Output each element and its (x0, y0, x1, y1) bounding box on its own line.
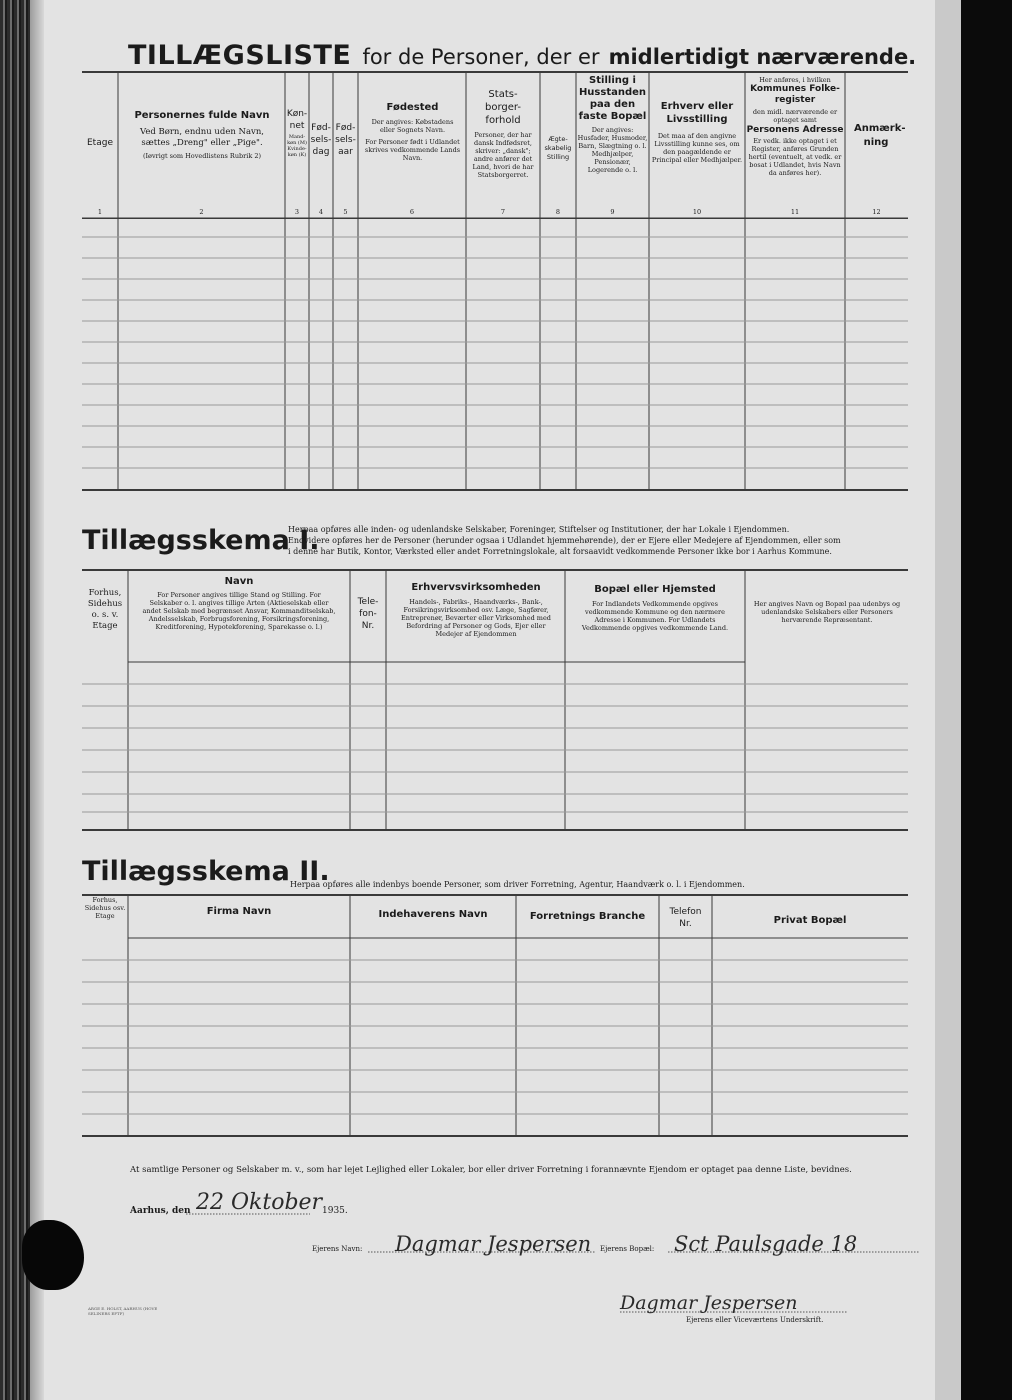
s1-col-erhverv (388, 582, 564, 638)
t1-col-folkeregister-sub: Er vedk. ikke optaget i et Register, anføres Grunden hertil (eventuelt, at vedk. er bosat i Udlandet, hvis Navn da anføres her). (748, 137, 842, 177)
t1-col-fodselsaar: Fød-sels-aar (335, 123, 356, 157)
s2-col-indehaver: Indehaverens Navn (378, 909, 488, 920)
t1-col-kon (285, 108, 309, 158)
t1-colnum-8: 8 (555, 208, 561, 216)
t1-col-fodested-sub2: For Personer født i Udlandet skrives vedkommende Lands Navn. (364, 138, 461, 162)
s1-title: Tillægsskema I. (82, 525, 320, 556)
footer-year: 1935. (322, 1206, 348, 1216)
footer-address-handwritten: Sct Paulsgade 18 (674, 1232, 858, 1256)
t1-col-erhverv-head: Erhverv eller Livsstilling (660, 101, 734, 125)
footer-date-handwritten: 22 Oktober (196, 1190, 323, 1215)
main-title-end: midlertidigt nærværende. (608, 45, 917, 69)
footer-owner-handwritten: Dagmar Jespersen (395, 1232, 592, 1256)
footer-place: Aarhus, den (130, 1206, 191, 1216)
s1-intro-line1: Herpaa opføres alle inden- og udenlandske Selskaber, Foreninger, Stiftelser og Institutioner, der har Lokale i Ejendommen. (288, 525, 790, 534)
t1-col-statsborger-head: Stats-borger-forhold (485, 89, 521, 126)
t1-col-folkeregister (746, 76, 844, 177)
t1-col-name-sub: Ved Børn, endnu uden Navn, sættes „Dreng" eller „Pige". (139, 127, 265, 148)
t1-col-folkeregister-head2: Personens Adresse (746, 125, 844, 135)
t1-col-stilling (577, 75, 648, 174)
s2-col-telefon: Telefon Nr. (669, 907, 702, 929)
footer-printer-mark: ARGE E. HOLST, AARHUS (HOVE SELINERS EFTF) (88, 1306, 158, 1316)
t1-col-folkeregister-mid: den midl. nærværende er optaget samt (752, 108, 838, 124)
main-title-mid: for de Personer, der er (362, 45, 600, 69)
main-title (128, 40, 917, 71)
t1-col-folkeregister-head1: Kommunes Folke-register (750, 84, 840, 105)
footer-signature-handwritten: Dagmar Jespersen (620, 1292, 798, 1314)
s2-col-branche: Forretnings Branche (529, 911, 646, 922)
s2-col-etage: Forhus, Sidehus osv. Etage (84, 896, 126, 920)
t1-col-kon-head: Køn-net (286, 109, 308, 131)
t1-col-statsborger (467, 88, 539, 179)
footer-address-label: Ejerens Bopæl: (600, 1245, 655, 1253)
footer-owner-label: Ejerens Navn: (312, 1245, 363, 1253)
t1-colnum-10: 10 (692, 208, 702, 216)
t1-colnum-7: 7 (500, 208, 506, 216)
t1-colnum-1: 1 (97, 208, 103, 216)
t1-col-name-note: (Iøvrigt som Hovedlistens Rubrik 2) (142, 152, 262, 160)
s1-col-navn (130, 576, 348, 631)
t1-col-fodested-head: Fødested (386, 102, 439, 113)
t1-col-fodselsdag: Fød-sels-dag (310, 123, 332, 157)
s2-col-privat-bopael: Privat Bopæl (773, 915, 847, 926)
main-title-strong: TILLÆGSLISTE (128, 40, 352, 71)
t1-colnum-4: 4 (318, 208, 324, 216)
t1-colnum-3: 3 (294, 208, 300, 216)
s1-col-erhverv-head: Erhvervsvirksomheden (411, 582, 541, 593)
t1-col-anmaerkning: Anmærk-ning (854, 123, 906, 148)
s2-title: Tillægsskema II. (82, 856, 330, 887)
t1-col-statsborger-sub: Personer, der har dansk Indfødsret, skriver: „dansk"; andre anfører det Land, hvori de har Statsborgerret. (472, 131, 534, 179)
t1-colnum-11: 11 (790, 208, 800, 216)
s1-col-navn-sub: For Personer angives tillige Stand og Stilling. For Selskaber o. l. angives tillige Arten (Aktieselskab eller andet Selskab med begrænset Ansvar, Kommanditselskab, Andelsselskab, Forbrugsforening, Forsikringsforening, Kreditforening, Hypotekforening, Sparekasse o. l.) (142, 591, 336, 631)
t1-col-stilling-sub: Der angives: Husfader, Husmoder, Barn, Slægtning o. l. Medhjælper, Pensionær, Logerende o. l. (577, 126, 648, 174)
s2-col-firma: Firma Navn (206, 906, 272, 917)
t1-col-fodested-sub1: Der angives: Købstadens eller Sognets Navn. (371, 118, 454, 134)
t1-col-erhverv (650, 100, 744, 164)
t1-colnum-5: 5 (343, 208, 348, 216)
t1-colnum-6: 6 (409, 208, 415, 216)
s2-intro: Herpaa opføres alle indenbys boende Personer, som driver Forretning, Agentur, Haandværk o. l. i Ejendommen. (290, 880, 745, 889)
t1-col-erhverv-sub: Det maa af den angivne Livsstilling kunne ses, om den paagældende er Principal eller Medhjælper. (651, 132, 743, 164)
t1-colnum-2: 2 (199, 208, 204, 216)
t1-col-name-head: Personernes fulde Navn (134, 110, 270, 121)
s1-intro-line2: Endvidere opføres her de Personer (herunder ogsaa i Udlandet hjemmehørende), der er Ejere eller Medejere af Ejendommen, eller som (288, 536, 841, 545)
s1-col-repraesentant: Her angives Navn og Bopæl paa udenbys og udenlandske Selskabers eller Personers herværende Repræsentant. (753, 600, 901, 624)
t1-colnum-9: 9 (610, 208, 615, 216)
s1-col-bopael-sub: For Indlandets Vedkommende opgives vedkommende Kommune og den nærmere Adresse i Kommunen. For Udlandets Vedkommende opgives vedkommende Land. (581, 600, 729, 632)
s1-intro (288, 524, 908, 557)
t1-col-etage: Etage (87, 138, 113, 148)
footer-signature-label: Ejerens eller Viceværtens Underskrift. (686, 1316, 824, 1324)
t1-col-stilling-head: Stilling i Husstanden paa den faste Bopæl (578, 75, 647, 122)
s1-col-bopael (567, 584, 743, 632)
footer-declaration: At samtlige Personer og Selskaber m. v., som har lejet Lejlighed eller Lokaler, bor eller driver Forretning i forannævnte Ejendom er optaget paa denne Liste, bevidnes. (130, 1165, 852, 1175)
t1-colnum-12: 12 (872, 208, 881, 216)
t1-col-fodested (360, 102, 465, 162)
s1-col-bopael-head: Bopæl eller Hjemsted (594, 584, 716, 595)
t1-col-kon-sub: Mand-køn (M) Kvinde-køn (K) (287, 134, 307, 158)
t1-col-name (120, 110, 284, 160)
s1-col-telefon: Tele-fon-Nr. (357, 597, 379, 631)
s1-col-etage: Forhus, Sidehus o. s. v. Etage (87, 588, 123, 631)
t1-col-folkeregister-pre: Her anføres, i hvilken (759, 76, 831, 84)
s1-col-erhverv-sub: Handels-, Fabriks-, Haandværks-, Bank-, Forsikringsvirksomhed osv. Læge, Sagfører, Entreprenør, Beværter eller Virksomhed med Befordring af Personer og Gods, Ejer eller Medejer af Ejendommen (401, 598, 551, 638)
t1-col-aegteskab: Ægte-skabelig Stilling (544, 135, 572, 161)
s1-col-navn-head: Navn (224, 576, 254, 587)
s1-intro-line3: i denne har Butik, Kontor, Værksted eller andet Forretningslokale, alt forsaavidt vedkommende Personer ikke bor i Aarhus Kommune. (288, 547, 832, 556)
